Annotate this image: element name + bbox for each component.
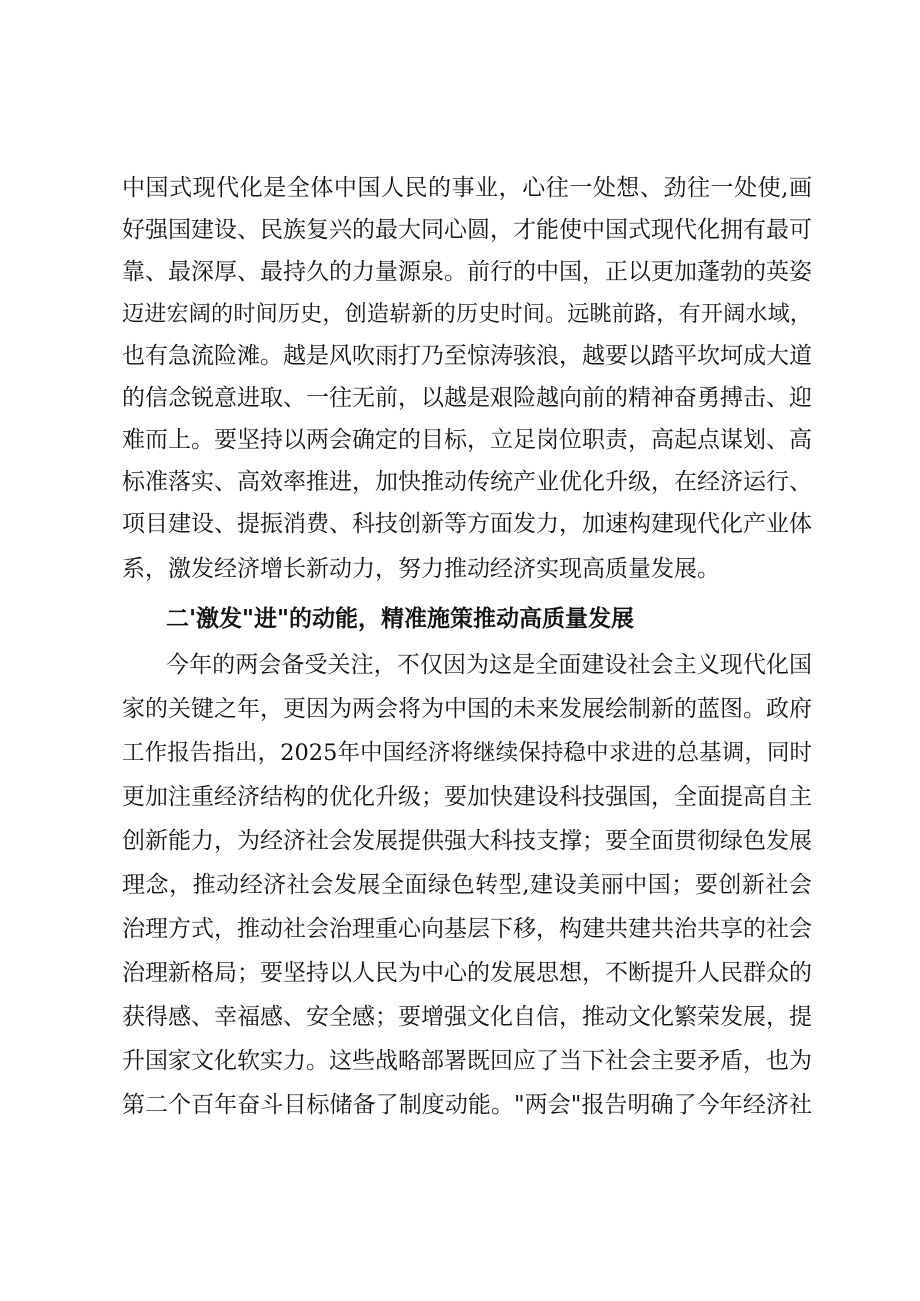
paragraph-2-line-1: 今年的两会备受关注，不仅因为这是全面建设社会主义现代化国 (166, 652, 812, 678)
paragraph-1-line-2: 好强国建设、民族复兴的最大同心圆，才能使中国式现代化拥有最可 (122, 217, 812, 243)
paragraph-2-line-5: 创新能力，为经济社会发展提供强大科技支撑；要全面贯彻绿色发展 (122, 828, 812, 854)
paragraph-2-line-6: 理念，推动经济社会发展全面绿色转型,建设美丽中国；要创新社会 (122, 872, 812, 898)
paragraph-2-line-9: 获得感、幸福感、安全感；要增强文化自信，推动文化繁荣发展，提 (122, 1004, 812, 1030)
paragraph-2-line-7: 治理方式，推动社会治理重心向基层下移，构建共建共治共享的社会 (122, 916, 812, 942)
paragraph-1-line-10: 系，激发经济增长新动力，努力推动经济实现高质量发展。 (122, 556, 720, 582)
paragraph-1-line-4: 迈进宏阔的时间历史，创造崭新的历史时间。远眺前路，有开阔水域， (122, 301, 812, 327)
paragraph-2-line-3: 工作报告指出，2025年中国经济将继续保持稳中求进的总基调，同时 (122, 740, 812, 766)
paragraph-1-line-1: 中国式现代化是全体中国人民的事业，心往一处想、劲往一处使,画 (122, 175, 812, 201)
paragraph-1-line-8: 标准落实、高效率推进，加快推动传统产业优化升级，在经济运行、 (122, 469, 812, 495)
paragraph-1-line-9: 项目建设、提振消费、科技创新等方面发力，加速构建现代化产业体 (122, 511, 812, 537)
paragraph-2-line-8: 治理新格局；要坚持以人民为中心的发展思想，不断提升人民群众的 (122, 960, 812, 986)
paragraph-1-line-7: 难而上。要坚持以两会确定的目标，立足岗位职责，高起点谋划、高 (122, 427, 812, 453)
paragraph-1-line-3: 靠、最深厚、最持久的力量源泉。前行的中国，正以更加蓬勃的英姿 (122, 259, 812, 285)
paragraph-2-line-11: 第二个百年奋斗目标储备了制度动能。"两会"报告明确了今年经济社 (122, 1092, 812, 1118)
section-heading: 二'激发"进"的动能，精准施策推动高质量发展 (166, 606, 635, 632)
paragraph-1-line-6: 的信念锐意进取、一往无前，以越是艰险越向前的精神奋勇搏击、迎 (122, 385, 812, 411)
paragraph-2-line-10: 升国家文化软实力。这些战略部署既回应了当下社会主要矛盾，也为 (122, 1048, 812, 1074)
paragraph-1-line-5: 也有急流险滩。越是风吹雨打乃至惊涛骇浪，越要以踏平坎坷成大道 (122, 343, 812, 369)
paragraph-2-line-4: 更加注重经济结构的优化升级；要加快建设科技强国，全面提高自主 (122, 784, 812, 810)
paragraph-2-line-2: 家的关键之年，更因为两会将为中国的未来发展绘制新的蓝图。政府 (122, 696, 812, 722)
